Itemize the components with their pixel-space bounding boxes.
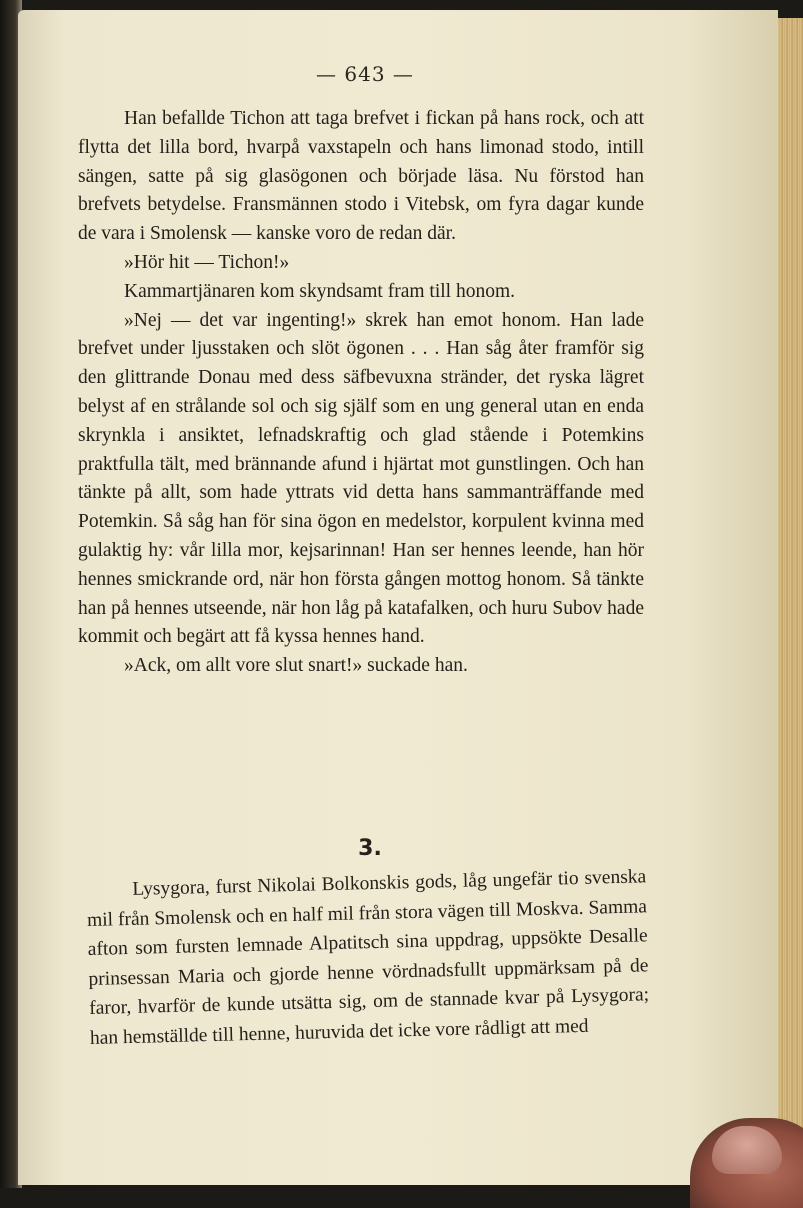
paragraph: Lysygora, furst Nikolai Bolkonskis gods, låg ungefär tio svenska mil från Smolensk och en half mil från stora vägen till Moskva. Samma afton som fursten lemnade Alpatitsch sina uppdrag, uppsökte Desalle prinsessan Maria och gjorde henne vördnadsfullt uppmärksam på de faror, hvarför de kunde utsätta sig, om de stannade kvar på Lysygora; han hemställde till henne, huruvida det icke vore rådligt att med [86, 866, 650, 1049]
paragraph: »Ack, om allt vore slut snart!» suckade han. [124, 655, 468, 677]
body-text-top [78, 105, 644, 681]
paragraph: »Hör hit — Tichon!» [124, 251, 290, 273]
paragraph: »Nej — det var ingenting!» skrek han emot honom. Han lade brefvet under ljusstaken och slöt ögonen . . . Han såg åter framför sig den glittrande Donau med dess säfbevuxna stränder, det ryska lägret belyst af en strålande sol och sig själf som en ung general utan en enda skrynkla i ansiktet, lefnadskraftig och glad stående i Potemkins praktfulla tält, med brännande afund i hjärtat mot gunstlingen. Och han tänkte på allt, som hade yttrats vid detta hans sammanträffande med Potemkin. Så såg han för sina ögon en medelstor, korpulent kvinna med gulaktig hy: vår lilla mor, kejsarinnan! Han ser hennes leende, han hör hennes smickrande ord, när hon första gången mottog honom. Så tänkte han på hennes utseende, när hon låg på katafalken, och huru Subov hade kommit och begärt att få kyssa hennes hand. [78, 309, 644, 648]
body-text-bottom [86, 862, 650, 1053]
paragraph: Kammartjänaren kom skyndsamt fram till honom. [124, 280, 515, 302]
chapter-heading: 3. [358, 836, 382, 861]
paragraph: Han befallde Tichon att taga brefvet i fickan på hans rock, och att flytta det lilla bord, hvarpå vaxstapeln och hans limonad stodo, intill sängen, satte på sig glasögonen och började läsa. Nu förstod han brefvets betydelse. Fransmännen stodo i Vitebsk, om fyra dagar kunde de vara i Smolensk — kanske voro de redan där. [78, 108, 644, 245]
page-number: — 643 — [316, 62, 414, 86]
